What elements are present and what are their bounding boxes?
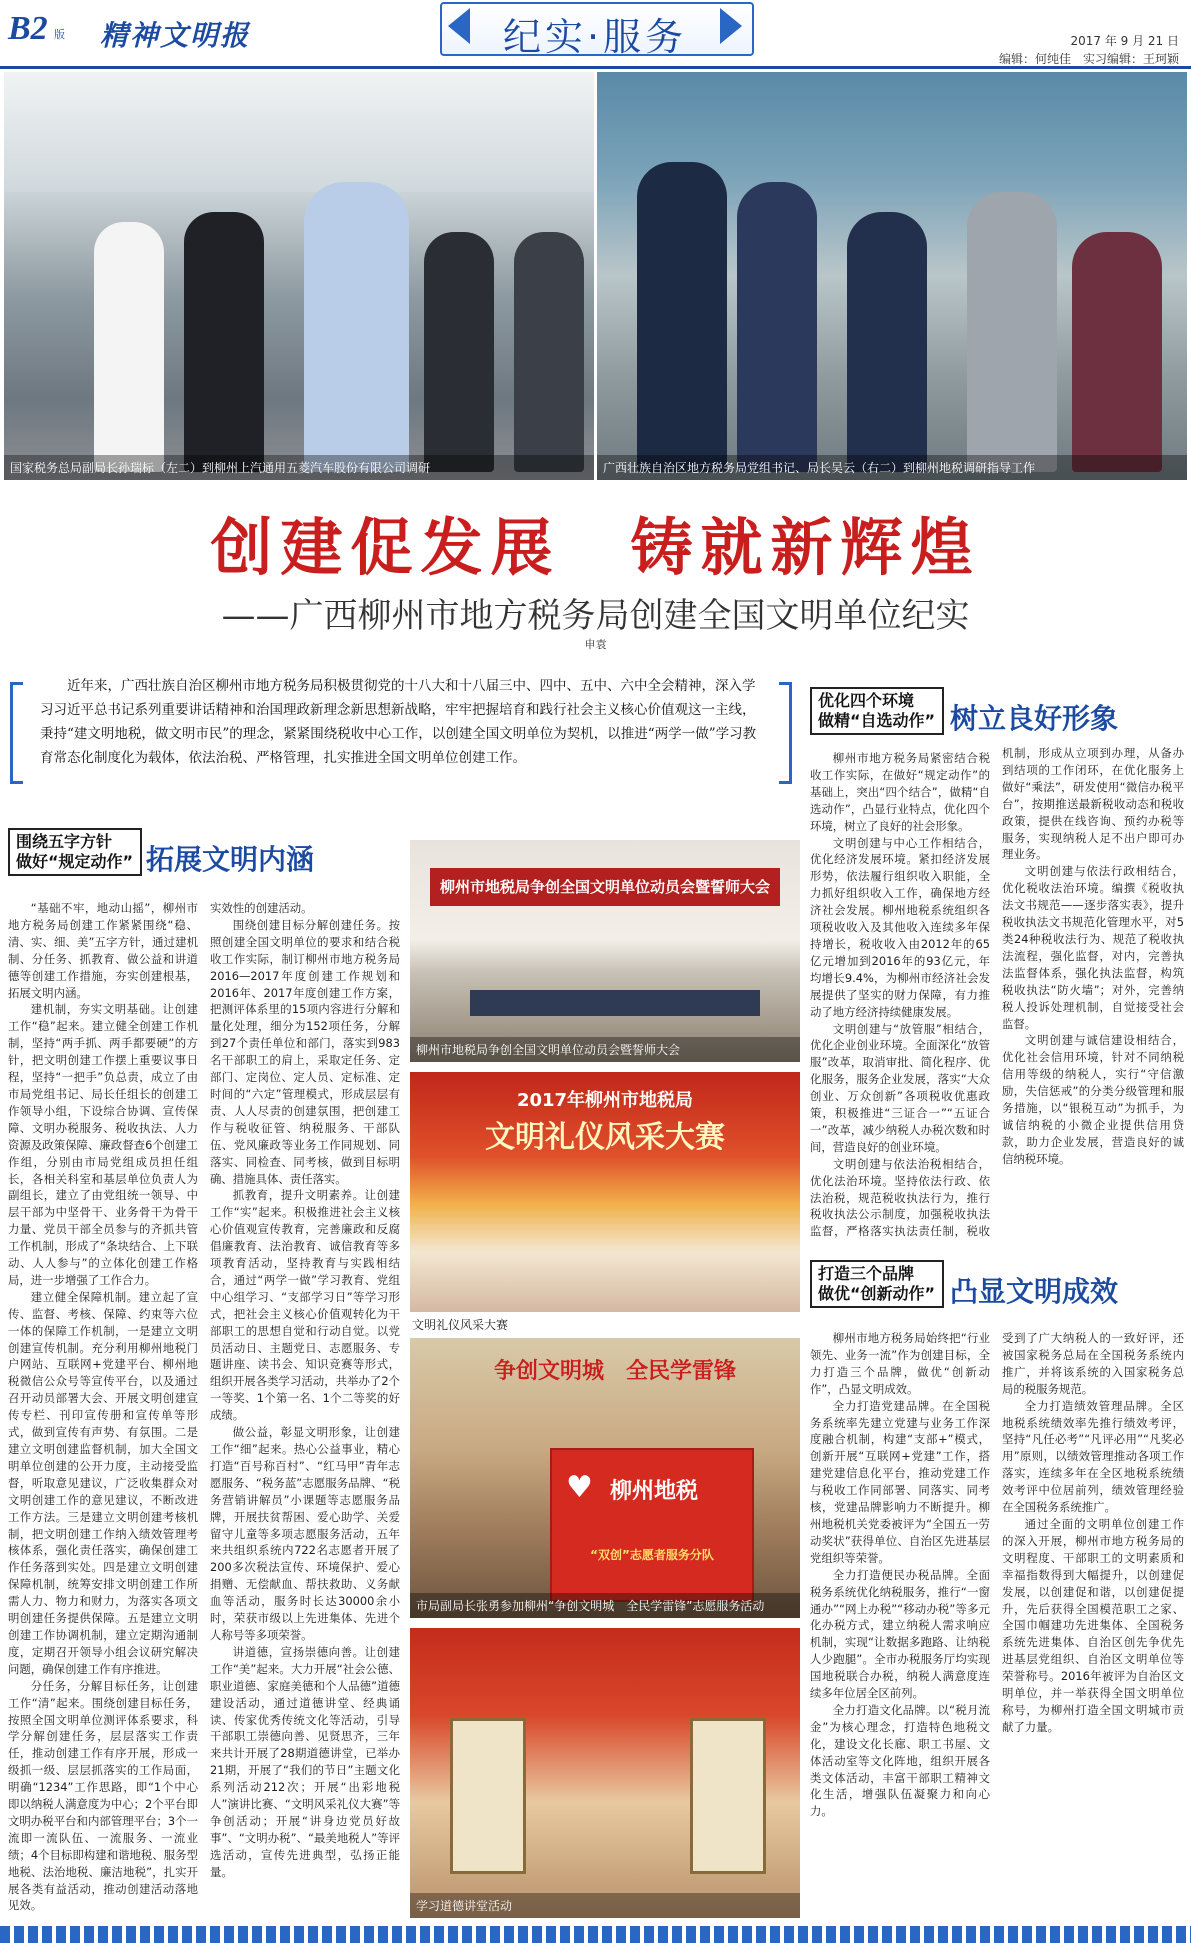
section-tag-line: 做精“自选动作”: [818, 711, 936, 730]
page-number-suffix: 版: [54, 28, 65, 41]
paragraph: 文明创建与中心工作相结合，优化经济发展环境。紧扣经济发展形势，依法履行组织收入职能，全力抓好组织收入工作，确保地方经济社会发展。柳州地税系统组织各项税收收入及其他收入连续多年保持增长，税收收入由2012年的65亿元增加到2016年的93亿元，年均增长9.4%，为柳州市经济社会发展提供了坚实的财力保障，有力推动了地方经济持续健康发展。: [810, 835, 990, 1019]
meeting-banner: 柳州市地税局争创全国文明单位动员会暨誓师大会: [430, 868, 780, 906]
photo-caption: 国家税务总局副局长孙瑞标（左二）到柳州上汽通用五菱汽车股份有限公司调研: [4, 455, 594, 480]
calligraphy-scroll: [690, 1718, 766, 1874]
text-column-5: [810, 1330, 990, 1918]
contest-banner-top: 2017年柳州市地税局: [516, 1090, 694, 1111]
paragraph: 实效性的创建活动。: [210, 901, 313, 915]
paragraph: 文明创建与依法行政相结合，优化税收法治环境。编撰《税收执法文书规范——逐步落实表》，提升税收执法文书规范化管理水平，对5类24种税收法行为、规范了税收执法流程，强化监督，对内，完善执法监督体系，强化执法监督，构筑税收执法“防火墙”；对外，完善纳税人投诉处理机制，自觉接受社会监督。: [1002, 864, 1184, 1031]
heart-icon: ♥: [566, 1470, 593, 1505]
paragraph: 建机制，夯实文明基础。让创建工作“稳”起来。建立健全创建工作机制，坚持“两手抓、两手都要硬”的方针，把文明创建工作摆上重要议事日程，坚持“一把手”负总责，成立了由市局党组书记、局长任组长的创建工作领导小组，下设综合协调、宣传保障、文明办税服务、税收执法、人力资源及政策保障、廉政督查6个创建工作组，分别由市局党组成员担任组长，各相关科室和基层单位负责人为副组长，建立了由党组统一领导、中层干部为中坚骨干、业务骨干为骨干力量、党员干部全员参与的齐抓共管工作机制，形成了“条块结合、上下联动、人人参与”的立体化创建工作格局，进一步增强了工作合力。: [8, 1002, 198, 1287]
paragraph: 文明创建与“放管服”相结合，优化企业创业环境。全面深化“放管服”改革，取消审批、简化程序、优化服务，服务企业发展，落实“大众创业、万众创新”各项税收优惠政策，积极推进“三证合一”“五证合一”改革，减少纳税人办税次数和时间，营造良好的创业环境。: [810, 1021, 990, 1154]
section-tag-line: 做优“创新动作”: [818, 1284, 936, 1303]
section-tag: [8, 828, 142, 876]
text-column-6: [1002, 1330, 1184, 1918]
paragraph: 分任务，分解目标任务，让创建工作“清”起来。围绕创建目标任务，按照全国文明单位测评体系要求，科学分解创建任务，层层落实工作责任，推动创建工作有序开展，形成一级抓一级、层层抓落实的工作局面，明确“1234”工作思路，即“1个中心即以纳税人满意度为中心；2个平台即文明办税平台和内部管理平台；3个一流即一流队伍、一流服务、一流业绩；4个目标即构建和谐地税、服务型地税、法治地税、廉洁地税”，扎实开展各类有益活动，推动创建活动落地见效。: [8, 1678, 198, 1913]
bracket-right-icon: [779, 682, 792, 784]
section-tag-line: 优化四个环境: [818, 691, 915, 710]
person-figure: [737, 182, 817, 472]
paragraph: 机制，形成从立项到办理，从备办到结项的工作闭环，在优化服务上做好“乘法”，研发使用“微信办税平台”，按期推送最新税收动态和税收政策，提供在线咨询、预约办税等服务，实现纳税人足不出户即可办理业务。: [1002, 746, 1184, 862]
section-tag: [810, 1260, 944, 1308]
person-figure: [847, 212, 927, 472]
volunteer-flag: [550, 1448, 754, 1602]
footer-stripe: [0, 1926, 1191, 1943]
paragraph: 受到了广大纳税人的一致好评，还被国家税务总局在全国税务系统内推广，并将该系统的入国家税务总局的税服务规范。: [1002, 1331, 1184, 1396]
paragraph: 文明创建与诚信建设相结合，优化社会信用环境，针对不同纳税信用等级的纳税人，实行“守信激励，失信惩戒”的分类分级管理和服务措施，以“银税互动”为抓手，为诚信纳税的小微企业提供信用贷款，助力企业发展，营造良好的诚信纳税环境。: [1002, 1033, 1184, 1166]
paragraph: 文明创建与依法治税相结合，优化法治环境。坚持依法行政、依法治税，规范税收执法行为，推行税收执法公示制度，加强税收执法监督，严格落实执法责任制，税收: [810, 1156, 990, 1239]
paragraph: 柳州市地方税务局紧密结合税收工作实际，在做好“规定动作”的基础上，突出“四个结合”，做精“自选动作”，凸显行业特点，优化四个环境，树立了良好的社会形象。: [810, 751, 990, 833]
photo-caption: 柳州市地税局争创全国文明单位动员会暨誓师大会: [410, 1037, 800, 1062]
section-heading-1: [8, 828, 398, 878]
person-figure: [1072, 232, 1162, 472]
photo-caption: 学习道德讲堂活动: [410, 1893, 800, 1918]
section-title: 凸显文明成效: [950, 1275, 1119, 1308]
paragraph: “基础不牢，地动山摇”，柳州市地方税务局创建工作紧紧围绕“稳、清、实、细、美”五字方针，通过建机制、分任务、抓教育、做公益和讲道德等创建工作措施，夯实创建根基，拓展文明内涵。: [8, 901, 198, 1000]
person-figure: [967, 192, 1057, 472]
calligraphy-scroll: [450, 1718, 526, 1874]
section-tag-line: 做好“规定动作”: [16, 852, 134, 871]
editors-credit: 编辑：何纯佳 实习编辑：王珂颖: [998, 52, 1179, 66]
chevron-left-icon: [448, 8, 470, 44]
lead-paragraph: 近年来，广西壮族自治区柳州市地方税务局积极贯彻党的十八大和十八届三中、四中、五中、六中全会精神，深入学习习近平总书记系列重要讲话精神和治国理政新理念新思想新战略，牢牢把握培育和践行社会主义核心价值观这一主线，秉持“建文明地税，做文明市民”的理念，紧紧围绕税收中心工作，以创建全国文明单位为契机，以推进“两学一做”学习教育常态化制度化为载体，依法治税、严格管理，扎实推进全国文明单位创建工作。: [40, 678, 757, 766]
paragraph: 全力打造文化品牌。以“税月流金”为核心理念，打造特色地税文化，建设文化长廊、职工书屋、文体活动室等文化阵地，组织开展各类文体活动，丰富干部职工精神文化生活，增强队伍凝聚力和向心力。: [810, 1702, 990, 1819]
person-figure: [514, 232, 584, 472]
rostrum-table: [470, 990, 760, 1016]
photo-volunteer-activity: [410, 1338, 800, 1618]
paragraph: 围绕创建目标分解创建任务。按照创建全国文明单位的要求和结合税收工作实际，制订柳州市地方税务局2016—2017年度创建工作规划和2016年、2017年度创建工作方案，把测评体系里的15项内容进行分解和量化处理，细分为152项任务，分解到27个责任单位和部门，落实到983名干部职工的肩上，采取定任务、定部门、定岗位、定人员、定标准、定时间的“六定”管理模式，形成层层有责、人人尽责的创建氛围，把创建工作与税收征管、纳税服务、干部队伍、党风廉政等业务工作同规划、同落实、同检查、同考核，做到目标明确、措施具体、责任落实。: [210, 917, 400, 1186]
newspaper-name: 精神文明报: [100, 19, 251, 52]
bracket-left-icon: [10, 682, 23, 784]
person-figure: [637, 162, 727, 472]
headline: 创建促发展 铸就新辉煌: [210, 511, 981, 584]
photo-top-right: [597, 72, 1187, 480]
section-tag-line: 打造三个品牌: [818, 1264, 915, 1283]
issue-date: 2017 年 9 月 21 日: [1070, 34, 1179, 48]
flag-subtitle: “双创”志愿者服务分队: [590, 1548, 714, 1562]
text-column-1: [8, 900, 198, 1918]
paragraph: 全力打造党建品牌。在全国税务系统率先建立党建与业务工作深度融合机制，构建“支部+”模式，创新开展“互联网+党建”工作，搭建党建信息化平台，推动党建工作与税收工作同部署、同落实、同考核，党建品牌影响力不断提升。柳州地税机关党委被评为“全国五一劳动奖状”获得单位、自治区先进基层党组织等荣誉。: [810, 1398, 990, 1565]
section-title: 拓展文明内涵: [146, 843, 315, 876]
section-heading-2: [810, 687, 1190, 737]
photo-moral-lecture: [410, 1628, 800, 1918]
text-column-2: [210, 900, 400, 1918]
photo-etiquette-contest: [410, 1072, 800, 1312]
lead-box: [10, 662, 792, 788]
chevron-right-icon: [720, 8, 742, 44]
person-figure: [304, 182, 409, 472]
section-title: 纪实·服务: [502, 15, 688, 59]
paragraph: 做公益，彰显文明形象，让创建工作“细”起来。热心公益事业，精心打造“百号称百村”、“红马甲”青年志愿服务、“税务蓝”志愿服务品牌、“税务营销讲解员”小课题等志愿服务品牌，开展扶贫帮困、爱心助学、关爱留守儿童等多项志愿服务活动，五年来共组织系统内722名志愿者开展了200多次税法宣传、环境保护、爱心捐赠、无偿献血、帮扶救助、义务献血等活动，服务时长达30000余小时，荣获市级以上先进集体、先进个人称号等多项荣誉。: [210, 1425, 400, 1642]
volunteer-banner: 争创文明城 全民学雷锋: [493, 1359, 736, 1384]
photo-mobilization-meeting: [410, 840, 800, 1062]
paragraph: 全力打造便民办税品牌。全面税务系统优化纳税服务，推行“一窗通办”“网上办税”“移动办税”等多元化办税方式，建立纳税人需求响应机制，实现“让数据多跑路、让纳税人少跑腿”。全市办税服务厅均实现国地税联合办税，纳税人满意度连续多年位居全区前列。: [810, 1567, 990, 1701]
photo-caption: 市局副局长张勇参加柳州“争创文明城 全民学雷锋”志愿服务活动: [410, 1593, 800, 1618]
text-column-4: [1002, 745, 1184, 1242]
person-figure: [184, 212, 264, 472]
paragraph: 柳州市地方税务局始终把“行业领先、业务一流”作为创建目标，全力打造三个品牌，做优“创新动作”，凸显文明成效。: [810, 1331, 990, 1396]
masthead: [0, 0, 1191, 70]
contest-banner-main: 文明礼仪风采大赛: [485, 1120, 725, 1155]
section-heading-3: [810, 1260, 1190, 1310]
person-figure: [424, 232, 494, 472]
section-tag-line: 围绕五字方针: [16, 832, 113, 851]
person-figure: [94, 222, 164, 472]
page-number: B2: [8, 10, 48, 47]
section-title: 树立良好形象: [950, 702, 1119, 735]
subheadline: ——广西柳州市地方税务局创建全国文明单位纪实: [221, 596, 970, 636]
photo-caption: 广西壮族自治区地方税务局党组书记、局长吴云（右二）到柳州地税调研指导工作: [597, 455, 1187, 480]
paragraph: 建立健全保障机制。建立起了宣传、监督、考核、保障、约束等六位一体的保障工作机制，一是建立文明创建宣传机制。充分利用柳州地税门户网站、互联网+党建平台、柳州地税微信公众号等宣传平台，以及通过召开动员部署大会、开展文明创建宣传专栏、刊印宣传册和宣传单等形式，做到宣传有声势、有氛围。二是建立文明创建监督机制，加大全国文明单位创建的公开力度，主动接受监督，听取意见建议，广泛收集群众对文明创建工作的意见建议，不断改进工作方法。三是建立文明创建考核机制，把文明创建工作纳入绩效管理考核体系，强化责任落实，确保创建工作任务落到实处。四是建立文明创建保障机制，统筹安排文明创建工作所需人力、物力和财力，为落实各项文明创建任务提供保障。五是建立文明创建工作协调机制，建立定期沟通制度，定期召开领导小组会议研究解决问题，确保创建工作有序推进。: [8, 1289, 198, 1676]
paragraph: 通过全面的文明单位创建工作的深入开展，柳州市地方税务局的文明程度、干部职工的文明素质和幸福指数得到大幅提升，以创建促发展，以创建促和谐，以创建促提升，先后获得全国模范职工之家、全国巾帼建功先进集体、全国税务系统先进集体、自治区创先争优先进基层党组织、自治区文明单位等荣誉称号。2016年被评为自治区文明单位，并一举获得全国文明单位称号，为柳州打造全国文明城市贡献了力量。: [1002, 1516, 1184, 1734]
flag-title: 柳州地税: [610, 1479, 699, 1504]
text-column-3: [810, 750, 990, 1242]
paragraph: 讲道德，宣扬崇德向善。让创建工作“美”起来。大力开展“社会公德、职业道德、家庭美德和个人品德”道德建设活动，通过道德讲堂、经典诵读、传家优秀传统文化等活动，引导干部职工崇德向善、见贤思齐，三年来共计开展了28期道德讲堂，已举办21期，开展了“我们的节日”主题文化系列活动212次；开展“出彩地税人”演讲比赛、“文明风采礼仪大赛”等争创活动；开展“讲身边党员好故事”、“文明办税”、“最美地税人”等评选活动，宣传先进典型，弘扬正能量。: [210, 1644, 400, 1879]
paragraph: 全力打造绩效管理品牌。全区地税系统绩效率先推行绩效考评，坚持“凡任必考”“凡评必用”“凡奖必用”原则，以绩效管理推动各项工作落实，连续多年在全区地税系统绩效考评中位居前列，绩效管理经验在全国税务系统推广。: [1002, 1398, 1184, 1515]
header-rule: [0, 66, 1191, 69]
byline: 申袁: [584, 638, 607, 651]
photo-caption: 文明礼仪风采大赛: [412, 1318, 509, 1332]
section-tag: [810, 687, 944, 735]
paragraph: 抓教育，提升文明素养。让创建工作“实”起来。积极推进社会主义核心价值观宣传教育，完善廉政和反腐倡廉教育、法治教育、诚信教育等多项教育活动，坚持教育与实践相结合，通过“两学一做”学习教育、党组中心组学习、“支部学习日”等学习形式，把社会主义核心价值观转化为干部职工的思想自觉和行动自觉。以党员活动日、主题党日、志愿服务、专题讲座、读书会、知识竞赛等形式，组织开展各类学习活动，共举办了2个一等奖、1个第一名、1个二等奖的好成绩。: [210, 1188, 400, 1423]
photo-top-left: [4, 72, 594, 480]
